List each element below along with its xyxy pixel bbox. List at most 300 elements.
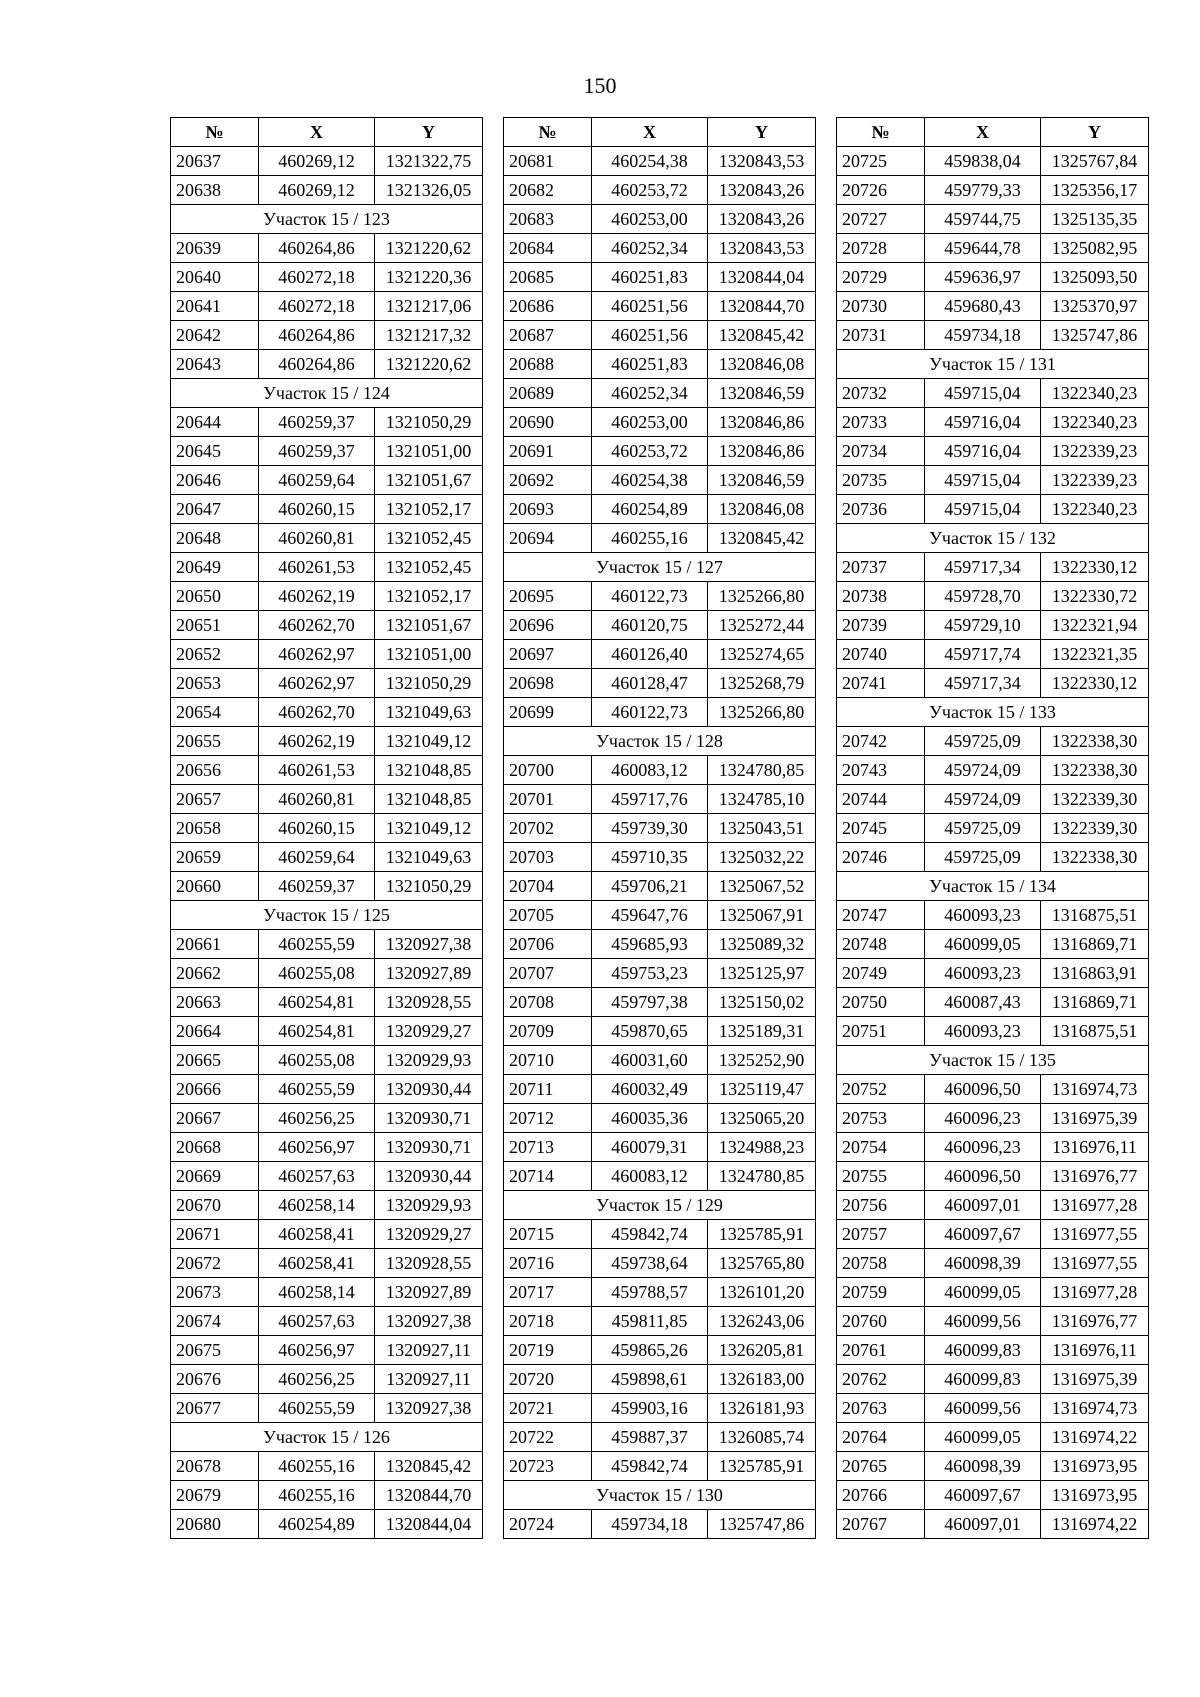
table-row <box>504 524 816 553</box>
table-row <box>837 437 1149 466</box>
table-row <box>837 1394 1149 1423</box>
table-row <box>171 408 483 437</box>
x-coordinate: 460035,36 <box>592 1104 708 1133</box>
x-coordinate: 460256,25 <box>259 1365 375 1394</box>
point-number: 20729 <box>837 263 925 292</box>
y-coordinate: 1316975,39 <box>1041 1104 1149 1133</box>
table-row <box>837 1133 1149 1162</box>
x-coordinate: 460255,59 <box>259 1075 375 1104</box>
y-coordinate: 1324988,23 <box>708 1133 816 1162</box>
y-coordinate: 1324785,10 <box>708 785 816 814</box>
table-row <box>837 1481 1149 1510</box>
point-number: 20725 <box>837 147 925 176</box>
x-coordinate: 460257,63 <box>259 1162 375 1191</box>
point-number: 20727 <box>837 205 925 234</box>
table-row <box>171 437 483 466</box>
x-coordinate: 460252,34 <box>592 379 708 408</box>
table-row <box>837 727 1149 756</box>
y-coordinate: 1325093,50 <box>1041 263 1149 292</box>
section-title: Участок 15 / 130 <box>504 1481 816 1510</box>
x-coordinate: 459870,65 <box>592 1017 708 1046</box>
table-row <box>837 930 1149 959</box>
x-coordinate: 459717,74 <box>925 640 1041 669</box>
point-number: 20644 <box>171 408 259 437</box>
point-number: 20751 <box>837 1017 925 1046</box>
y-coordinate: 1321220,62 <box>375 350 483 379</box>
point-number: 20740 <box>837 640 925 669</box>
y-coordinate: 1325785,91 <box>708 1452 816 1481</box>
x-coordinate: 460254,89 <box>592 495 708 524</box>
point-number: 20670 <box>171 1191 259 1220</box>
x-coordinate: 460262,97 <box>259 640 375 669</box>
table-row <box>837 988 1149 1017</box>
y-coordinate: 1316977,28 <box>1041 1191 1149 1220</box>
point-number: 20650 <box>171 582 259 611</box>
section-title: Участок 15 / 135 <box>837 1046 1149 1075</box>
y-coordinate: 1320843,53 <box>708 234 816 263</box>
table-row <box>171 1394 483 1423</box>
table-row <box>171 582 483 611</box>
table-row <box>171 263 483 292</box>
y-coordinate: 1320927,38 <box>375 1394 483 1423</box>
y-coordinate: 1320844,04 <box>375 1510 483 1539</box>
y-coordinate: 1316976,77 <box>1041 1162 1149 1191</box>
x-coordinate: 459715,04 <box>925 495 1041 524</box>
point-number: 20656 <box>171 756 259 785</box>
y-coordinate: 1316869,71 <box>1041 930 1149 959</box>
section-title: Участок 15 / 127 <box>504 553 816 582</box>
x-coordinate: 460264,86 <box>259 350 375 379</box>
point-number: 20700 <box>504 756 592 785</box>
table-row <box>504 872 816 901</box>
y-coordinate: 1325765,80 <box>708 1249 816 1278</box>
table-row <box>171 756 483 785</box>
y-coordinate: 1321051,67 <box>375 466 483 495</box>
x-coordinate: 460122,73 <box>592 698 708 727</box>
table-row <box>504 466 816 495</box>
y-coordinate: 1325785,91 <box>708 1220 816 1249</box>
point-number: 20680 <box>171 1510 259 1539</box>
x-coordinate: 459724,09 <box>925 785 1041 814</box>
y-coordinate: 1316974,22 <box>1041 1510 1149 1539</box>
x-coordinate: 460099,05 <box>925 1278 1041 1307</box>
point-number: 20638 <box>171 176 259 205</box>
point-number: 20665 <box>171 1046 259 1075</box>
x-coordinate: 460259,64 <box>259 466 375 495</box>
point-number: 20657 <box>171 785 259 814</box>
x-coordinate: 460255,59 <box>259 1394 375 1423</box>
y-coordinate: 1322340,23 <box>1041 408 1149 437</box>
x-coordinate: 460083,12 <box>592 756 708 785</box>
y-coordinate: 1322339,23 <box>1041 437 1149 466</box>
y-coordinate: 1320928,55 <box>375 988 483 1017</box>
x-coordinate: 460259,37 <box>259 408 375 437</box>
x-coordinate: 460254,81 <box>259 988 375 1017</box>
y-coordinate: 1325135,35 <box>1041 205 1149 234</box>
table-row <box>171 1220 483 1249</box>
table-header-row <box>171 118 483 147</box>
coordinates-table-3 <box>836 117 1149 1539</box>
y-coordinate: 1321217,32 <box>375 321 483 350</box>
x-coordinate: 460251,56 <box>592 292 708 321</box>
point-number: 20717 <box>504 1278 592 1307</box>
point-number: 20720 <box>504 1365 592 1394</box>
y-coordinate: 1325067,91 <box>708 901 816 930</box>
y-coordinate: 1320846,08 <box>708 495 816 524</box>
point-number: 20755 <box>837 1162 925 1191</box>
y-coordinate: 1325119,47 <box>708 1075 816 1104</box>
y-coordinate: 1325747,86 <box>708 1510 816 1539</box>
section-row <box>837 350 1149 379</box>
x-coordinate: 460098,39 <box>925 1452 1041 1481</box>
table-row <box>171 1336 483 1365</box>
y-coordinate: 1325274,65 <box>708 640 816 669</box>
table-row <box>837 814 1149 843</box>
point-number: 20682 <box>504 176 592 205</box>
table-row <box>171 727 483 756</box>
table-row <box>837 1162 1149 1191</box>
point-number: 20696 <box>504 611 592 640</box>
x-coordinate: 460260,15 <box>259 814 375 843</box>
table-row <box>171 1452 483 1481</box>
point-number: 20684 <box>504 234 592 263</box>
table-row <box>504 1452 816 1481</box>
x-coordinate: 460256,97 <box>259 1336 375 1365</box>
point-number: 20707 <box>504 959 592 988</box>
x-coordinate: 459903,16 <box>592 1394 708 1423</box>
y-coordinate: 1316875,51 <box>1041 1017 1149 1046</box>
point-number: 20646 <box>171 466 259 495</box>
x-coordinate: 460255,59 <box>259 930 375 959</box>
point-number: 20669 <box>171 1162 259 1191</box>
y-coordinate: 1316974,22 <box>1041 1423 1149 1452</box>
table-row <box>504 756 816 785</box>
y-coordinate: 1316976,11 <box>1041 1133 1149 1162</box>
x-coordinate: 460099,83 <box>925 1336 1041 1365</box>
point-number: 20744 <box>837 785 925 814</box>
y-coordinate: 1321048,85 <box>375 756 483 785</box>
x-coordinate: 460257,63 <box>259 1307 375 1336</box>
x-coordinate: 459725,09 <box>925 814 1041 843</box>
x-coordinate: 459753,23 <box>592 959 708 988</box>
y-coordinate: 1326205,81 <box>708 1336 816 1365</box>
section-title: Участок 15 / 125 <box>171 901 483 930</box>
point-number: 20695 <box>504 582 592 611</box>
y-coordinate: 1322330,12 <box>1041 669 1149 698</box>
point-number: 20674 <box>171 1307 259 1336</box>
point-number: 20749 <box>837 959 925 988</box>
table-row <box>504 350 816 379</box>
table-row <box>171 1510 483 1539</box>
y-coordinate: 1322339,30 <box>1041 785 1149 814</box>
x-coordinate: 460272,18 <box>259 292 375 321</box>
x-coordinate: 459717,34 <box>925 553 1041 582</box>
point-number: 20654 <box>171 698 259 727</box>
y-coordinate: 1321217,06 <box>375 292 483 321</box>
y-coordinate: 1321049,63 <box>375 843 483 872</box>
table-row <box>504 1046 816 1075</box>
point-number: 20676 <box>171 1365 259 1394</box>
table-row <box>837 379 1149 408</box>
x-coordinate: 459797,38 <box>592 988 708 1017</box>
x-coordinate: 459717,34 <box>925 669 1041 698</box>
point-number: 20672 <box>171 1249 259 1278</box>
section-title: Участок 15 / 133 <box>837 698 1149 727</box>
table-row <box>171 1191 483 1220</box>
table-row <box>171 292 483 321</box>
x-coordinate: 459728,70 <box>925 582 1041 611</box>
table-row <box>171 988 483 1017</box>
point-number: 20753 <box>837 1104 925 1133</box>
point-number: 20637 <box>171 147 259 176</box>
x-coordinate: 460096,23 <box>925 1104 1041 1133</box>
point-number: 20705 <box>504 901 592 930</box>
table-row <box>171 553 483 582</box>
table-row <box>837 1075 1149 1104</box>
section-row <box>504 553 816 582</box>
x-coordinate: 459716,04 <box>925 437 1041 466</box>
x-coordinate: 460262,19 <box>259 582 375 611</box>
y-coordinate: 1316976,11 <box>1041 1336 1149 1365</box>
x-coordinate: 460258,41 <box>259 1220 375 1249</box>
y-coordinate: 1320845,42 <box>708 524 816 553</box>
y-coordinate: 1326181,93 <box>708 1394 816 1423</box>
x-coordinate: 459685,93 <box>592 930 708 959</box>
x-coordinate: 459636,97 <box>925 263 1041 292</box>
x-coordinate: 459788,57 <box>592 1278 708 1307</box>
point-number: 20664 <box>171 1017 259 1046</box>
point-number: 20719 <box>504 1336 592 1365</box>
table-row <box>837 466 1149 495</box>
point-number: 20723 <box>504 1452 592 1481</box>
x-coordinate: 459710,35 <box>592 843 708 872</box>
y-coordinate: 1316863,91 <box>1041 959 1149 988</box>
point-number: 20712 <box>504 1104 592 1133</box>
table-row <box>171 1075 483 1104</box>
y-coordinate: 1320929,93 <box>375 1046 483 1075</box>
point-number: 20699 <box>504 698 592 727</box>
point-number: 20763 <box>837 1394 925 1423</box>
point-number: 20724 <box>504 1510 592 1539</box>
y-coordinate: 1321220,62 <box>375 234 483 263</box>
header-y: Y <box>375 118 483 147</box>
x-coordinate: 460122,73 <box>592 582 708 611</box>
x-coordinate: 459717,76 <box>592 785 708 814</box>
point-number: 20750 <box>837 988 925 1017</box>
y-coordinate: 1316975,39 <box>1041 1365 1149 1394</box>
point-number: 20645 <box>171 437 259 466</box>
point-number: 20655 <box>171 727 259 756</box>
x-coordinate: 460079,31 <box>592 1133 708 1162</box>
point-number: 20703 <box>504 843 592 872</box>
point-number: 20735 <box>837 466 925 495</box>
y-coordinate: 1325032,22 <box>708 843 816 872</box>
table-row <box>504 901 816 930</box>
table-row <box>504 1423 816 1452</box>
header-number: № <box>171 118 259 147</box>
y-coordinate: 1322340,23 <box>1041 495 1149 524</box>
section-title: Участок 15 / 126 <box>171 1423 483 1452</box>
y-coordinate: 1316974,73 <box>1041 1075 1149 1104</box>
y-coordinate: 1321049,12 <box>375 814 483 843</box>
point-number: 20663 <box>171 988 259 1017</box>
table-row <box>837 640 1149 669</box>
section-row <box>504 1481 816 1510</box>
point-number: 20694 <box>504 524 592 553</box>
y-coordinate: 1321326,05 <box>375 176 483 205</box>
point-number: 20689 <box>504 379 592 408</box>
x-coordinate: 460251,83 <box>592 263 708 292</box>
table-row <box>171 843 483 872</box>
table-header-row <box>837 118 1149 147</box>
x-coordinate: 460262,97 <box>259 669 375 698</box>
section-row <box>504 727 816 756</box>
x-coordinate: 459739,30 <box>592 814 708 843</box>
y-coordinate: 1325767,84 <box>1041 147 1149 176</box>
x-coordinate: 460256,25 <box>259 1104 375 1133</box>
table-row <box>504 1017 816 1046</box>
x-coordinate: 459744,75 <box>925 205 1041 234</box>
y-coordinate: 1325082,95 <box>1041 234 1149 263</box>
table-header-row <box>504 118 816 147</box>
point-number: 20721 <box>504 1394 592 1423</box>
point-number: 20762 <box>837 1365 925 1394</box>
x-coordinate: 459898,61 <box>592 1365 708 1394</box>
point-number: 20667 <box>171 1104 259 1133</box>
y-coordinate: 1325266,80 <box>708 582 816 611</box>
y-coordinate: 1325370,97 <box>1041 292 1149 321</box>
x-coordinate: 460255,08 <box>259 1046 375 1075</box>
y-coordinate: 1321051,00 <box>375 437 483 466</box>
y-coordinate: 1320843,26 <box>708 176 816 205</box>
y-coordinate: 1320929,27 <box>375 1017 483 1046</box>
section-row <box>837 698 1149 727</box>
y-coordinate: 1316976,77 <box>1041 1307 1149 1336</box>
x-coordinate: 460253,72 <box>592 176 708 205</box>
x-coordinate: 460099,05 <box>925 1423 1041 1452</box>
x-coordinate: 460261,53 <box>259 553 375 582</box>
section-row <box>171 379 483 408</box>
point-number: 20737 <box>837 553 925 582</box>
header-number: № <box>837 118 925 147</box>
y-coordinate: 1324780,85 <box>708 1162 816 1191</box>
x-coordinate: 460259,37 <box>259 437 375 466</box>
y-coordinate: 1325747,86 <box>1041 321 1149 350</box>
x-coordinate: 460097,67 <box>925 1481 1041 1510</box>
table-row <box>504 1075 816 1104</box>
x-coordinate: 460120,75 <box>592 611 708 640</box>
y-coordinate: 1321049,63 <box>375 698 483 727</box>
table-row <box>837 959 1149 988</box>
point-number: 20686 <box>504 292 592 321</box>
table-row <box>504 814 816 843</box>
y-coordinate: 1322338,30 <box>1041 756 1149 785</box>
y-coordinate: 1322321,35 <box>1041 640 1149 669</box>
y-coordinate: 1316977,55 <box>1041 1220 1149 1249</box>
point-number: 20683 <box>504 205 592 234</box>
point-number: 20706 <box>504 930 592 959</box>
x-coordinate: 459842,74 <box>592 1452 708 1481</box>
table-row <box>504 640 816 669</box>
x-coordinate: 460262,70 <box>259 611 375 640</box>
section-title: Участок 15 / 129 <box>504 1191 816 1220</box>
point-number: 20741 <box>837 669 925 698</box>
y-coordinate: 1320930,71 <box>375 1133 483 1162</box>
y-coordinate: 1320930,44 <box>375 1075 483 1104</box>
table-row <box>504 1278 816 1307</box>
x-coordinate: 459647,76 <box>592 901 708 930</box>
y-coordinate: 1320927,11 <box>375 1365 483 1394</box>
section-title: Участок 15 / 134 <box>837 872 1149 901</box>
table-row <box>837 1510 1149 1539</box>
table-row <box>504 930 816 959</box>
point-number: 20661 <box>171 930 259 959</box>
x-coordinate: 460096,50 <box>925 1075 1041 1104</box>
section-title: Участок 15 / 123 <box>171 205 483 234</box>
table-row <box>837 1220 1149 1249</box>
x-coordinate: 460251,83 <box>592 350 708 379</box>
y-coordinate: 1325150,02 <box>708 988 816 1017</box>
table-row <box>171 959 483 988</box>
point-number: 20641 <box>171 292 259 321</box>
point-number: 20767 <box>837 1510 925 1539</box>
y-coordinate: 1320846,59 <box>708 466 816 495</box>
y-coordinate: 1325356,17 <box>1041 176 1149 205</box>
x-coordinate: 460096,23 <box>925 1133 1041 1162</box>
point-number: 20748 <box>837 930 925 959</box>
table-row <box>504 843 816 872</box>
table-row <box>504 1104 816 1133</box>
table-row <box>837 234 1149 263</box>
table-row <box>171 234 483 263</box>
section-title: Участок 15 / 132 <box>837 524 1149 553</box>
x-coordinate: 460253,00 <box>592 408 708 437</box>
point-number: 20704 <box>504 872 592 901</box>
point-number: 20702 <box>504 814 592 843</box>
y-coordinate: 1321220,36 <box>375 263 483 292</box>
y-coordinate: 1316869,71 <box>1041 988 1149 1017</box>
section-row <box>171 205 483 234</box>
x-coordinate: 459842,74 <box>592 1220 708 1249</box>
y-coordinate: 1322330,12 <box>1041 553 1149 582</box>
y-coordinate: 1325089,32 <box>708 930 816 959</box>
x-coordinate: 459680,43 <box>925 292 1041 321</box>
y-coordinate: 1321052,17 <box>375 582 483 611</box>
table-row <box>837 785 1149 814</box>
point-number: 20692 <box>504 466 592 495</box>
x-coordinate: 460255,16 <box>592 524 708 553</box>
table-row <box>504 959 816 988</box>
x-coordinate: 459838,04 <box>925 147 1041 176</box>
x-coordinate: 460269,12 <box>259 176 375 205</box>
y-coordinate: 1322339,30 <box>1041 814 1149 843</box>
point-number: 20693 <box>504 495 592 524</box>
table-row <box>504 1133 816 1162</box>
table-row <box>837 611 1149 640</box>
table-row <box>837 292 1149 321</box>
point-number: 20642 <box>171 321 259 350</box>
table-row <box>837 1278 1149 1307</box>
header-number: № <box>504 118 592 147</box>
point-number: 20671 <box>171 1220 259 1249</box>
point-number: 20658 <box>171 814 259 843</box>
table-row <box>837 843 1149 872</box>
x-coordinate: 460253,72 <box>592 437 708 466</box>
x-coordinate: 459779,33 <box>925 176 1041 205</box>
table-row <box>504 408 816 437</box>
table-row <box>504 988 816 1017</box>
point-number: 20708 <box>504 988 592 1017</box>
